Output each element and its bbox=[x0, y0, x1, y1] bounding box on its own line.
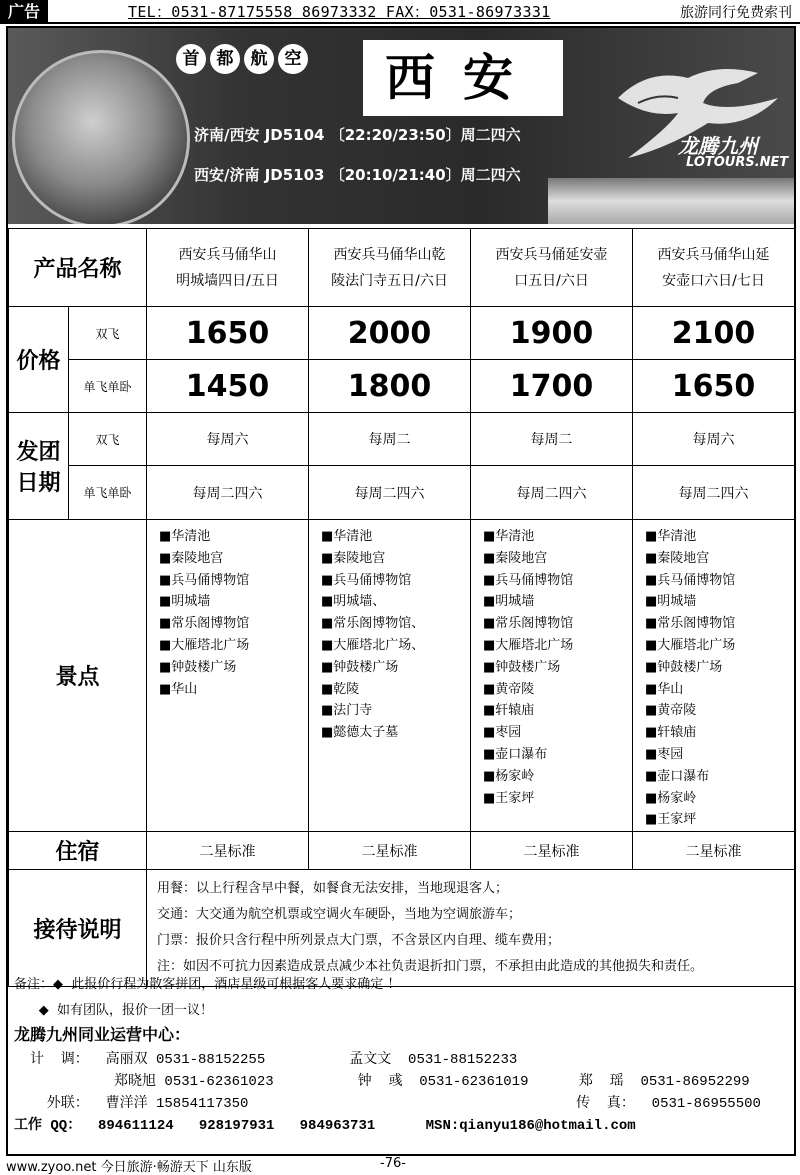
service-note: 门票：报价只含行程中所列景点大门票，不含景区内自理、缆车费用； bbox=[157, 933, 561, 949]
brand-website: LOTOURS.NET bbox=[686, 155, 789, 170]
spot-item: ■钟鼓楼广场 bbox=[321, 659, 399, 675]
index-label: 旅游同行免费索刊 bbox=[680, 5, 792, 21]
product-name-line: 口五日/六日 bbox=[514, 272, 589, 289]
ad-label: 广告 bbox=[0, 0, 48, 24]
service-header: 接待说明 bbox=[9, 870, 147, 987]
spot-item: ■华清池 bbox=[645, 529, 697, 544]
spot-item: ■乾陵 bbox=[321, 681, 360, 697]
hotel-standard: 二星标准 bbox=[471, 832, 633, 870]
spot-item: ■轩辕庙 bbox=[645, 725, 697, 741]
footer-text: www.zyoo.net 今日旅游·畅游天下 山东版 bbox=[6, 1160, 252, 1175]
spot-item: ■秦陵地宫 bbox=[483, 550, 548, 566]
spot-item: ■黄帝陵 bbox=[483, 681, 535, 697]
spots-list bbox=[309, 520, 471, 832]
spots-list bbox=[633, 520, 795, 832]
product-name bbox=[471, 229, 633, 307]
spot-item: ■钟鼓楼广场 bbox=[159, 659, 237, 675]
spot-item: ■法门寺 bbox=[321, 703, 373, 719]
price-double: 1900 bbox=[471, 307, 633, 360]
product-name bbox=[309, 229, 471, 307]
table-row bbox=[9, 520, 795, 832]
departure-single: 每周二四六 bbox=[147, 466, 309, 520]
spot-item: ■兵马俑博物馆 bbox=[483, 572, 574, 588]
departure-header bbox=[9, 413, 69, 520]
destination-title: 西安 bbox=[363, 40, 563, 116]
departure-header-line: 日期 bbox=[16, 471, 61, 496]
contact-row: 郑晓旭 0531-62361023 钟 彧 0531-62361019 郑 瑶 0531-86952299 bbox=[30, 1074, 750, 1090]
spot-item: ■华清池 bbox=[159, 529, 211, 544]
product-name bbox=[147, 229, 309, 307]
banner bbox=[8, 28, 794, 224]
contact-section bbox=[14, 1022, 190, 1045]
spot-item: ■大雁塔北广场、 bbox=[321, 637, 425, 653]
spot-item: ■常乐阁博物馆 bbox=[645, 616, 736, 632]
spot-item: ■枣园 bbox=[645, 746, 684, 762]
spot-item: ■常乐阁博物馆 bbox=[159, 616, 250, 632]
departure-single: 每周二四六 bbox=[633, 466, 795, 520]
single-fly-label: 单飞单卧 bbox=[69, 466, 147, 520]
hotel-header: 住宿 bbox=[9, 832, 147, 870]
spot-item: ■壶口瀑布 bbox=[645, 768, 710, 784]
service-note: 交通：大交通为航空机票或空调火车硬卧，当地为空调旅游车； bbox=[157, 907, 522, 923]
product-name-line: 明城墙四日/五日 bbox=[176, 272, 279, 289]
product-name-line: 西安兵马俑延安壶 bbox=[495, 246, 608, 263]
remark-line: 备注：◆ 此报价行程为散客拼团，酒店星级可根据客人要求确定 ！ bbox=[14, 977, 401, 992]
spot-item: ■大雁塔北广场 bbox=[645, 637, 736, 653]
table-row bbox=[9, 360, 795, 413]
spot-item: ■华山 bbox=[645, 681, 684, 697]
spot-item: ■兵马俑博物馆 bbox=[159, 572, 250, 588]
spot-item: ■王家坪 bbox=[483, 790, 535, 806]
footer bbox=[0, 1156, 800, 1175]
spots-header: 景点 bbox=[9, 520, 147, 832]
spot-item: ■壶口瀑布 bbox=[483, 746, 548, 762]
departure-single: 每周二四六 bbox=[309, 466, 471, 520]
airline-char: 航 bbox=[244, 44, 274, 74]
departure-double: 每周六 bbox=[633, 413, 795, 466]
spot-item: ■秦陵地宫 bbox=[159, 550, 224, 566]
spot-item: ■常乐阁博物馆 bbox=[483, 616, 574, 632]
spot-item: ■华山 bbox=[159, 681, 198, 697]
table-row bbox=[9, 466, 795, 520]
spot-item: ■钟鼓楼广场 bbox=[645, 659, 723, 675]
service-note: 注：如因不可抗力因素造成景点减少本社负责退折扣门票，不承担由此造成的其他损失和责任。 bbox=[157, 959, 704, 975]
table-row bbox=[9, 307, 795, 360]
spot-item: ■华清池 bbox=[321, 529, 373, 544]
spot-item: ■兵马俑博物馆 bbox=[321, 572, 412, 588]
contact-row: 外联： 曹洋洋 15854117350 传 真： 0531-86955500 bbox=[30, 1096, 761, 1112]
spot-item: ■秦陵地宫 bbox=[321, 550, 386, 566]
departure-header-line: 发团 bbox=[16, 440, 61, 465]
product-name-line: 安壶口六日/七日 bbox=[662, 272, 765, 289]
spot-item: ■兵马俑博物馆 bbox=[645, 572, 736, 588]
spot-item: ■明城墙 bbox=[159, 594, 211, 610]
double-fly-label: 双飞 bbox=[69, 413, 147, 466]
product-name-line: 西安兵马俑华山延 bbox=[657, 246, 770, 263]
page-number: -76- bbox=[380, 1156, 406, 1171]
table-row bbox=[9, 832, 795, 870]
spot-item: ■杨家岭 bbox=[645, 790, 697, 806]
waterfall-image bbox=[548, 178, 794, 224]
hotel-standard: 二星标准 bbox=[633, 832, 795, 870]
spot-item: ■明城墙 bbox=[483, 594, 535, 610]
airline-name bbox=[176, 44, 308, 74]
spot-item: ■杨家岭 bbox=[483, 768, 535, 784]
price-header: 价格 bbox=[9, 307, 69, 413]
hotel-standard: 二星标准 bbox=[147, 832, 309, 870]
product-name-line: 西安兵马俑华山乾 bbox=[333, 246, 446, 263]
table-row bbox=[9, 870, 795, 987]
spot-item: ■黄帝陵 bbox=[645, 703, 697, 719]
price-double: 2100 bbox=[633, 307, 795, 360]
single-fly-label: 单飞单卧 bbox=[69, 360, 147, 413]
spot-item: ■常乐阁博物馆、 bbox=[321, 616, 425, 632]
price-single: 1800 bbox=[309, 360, 471, 413]
departure-double: 每周二 bbox=[471, 413, 633, 466]
price-double: 2000 bbox=[309, 307, 471, 360]
spot-item: ■懿德太子墓 bbox=[321, 725, 399, 741]
product-name-line: 陵法门寺五日/六日 bbox=[331, 272, 448, 289]
contact-row: 工作 QQ： 894611124 928197931 984963731 MSN:qianyu186@hotmail.com bbox=[14, 1118, 636, 1134]
spot-item: ■秦陵地宫 bbox=[645, 550, 710, 566]
airline-char: 都 bbox=[210, 44, 240, 74]
spot-item: ■轩辕庙 bbox=[483, 703, 535, 719]
price-double: 1650 bbox=[147, 307, 309, 360]
departure-double: 每周六 bbox=[147, 413, 309, 466]
price-single: 1450 bbox=[147, 360, 309, 413]
double-fly-label: 双飞 bbox=[69, 307, 147, 360]
product-name bbox=[633, 229, 795, 307]
service-notes bbox=[147, 870, 795, 987]
hotel-standard: 二星标准 bbox=[309, 832, 471, 870]
airline-char: 首 bbox=[176, 44, 206, 74]
spot-item: ■大雁塔北广场 bbox=[483, 637, 574, 653]
brand-name: 龙腾九州 bbox=[678, 134, 758, 158]
product-table bbox=[8, 228, 795, 987]
contact-row: 计 调： 高丽双 0531-88152255 孟文文 0531-88152233 bbox=[30, 1052, 518, 1068]
product-header: 产品名称 bbox=[9, 229, 147, 307]
departure-single: 每周二四六 bbox=[471, 466, 633, 520]
product-name-line: 西安兵马俑华山 bbox=[178, 246, 277, 263]
flight-return: 西安/济南 JD5103 〔20:10/21:40〕周二四六 bbox=[194, 166, 521, 184]
airline-char: 空 bbox=[278, 44, 308, 74]
spot-item: ■明城墙 bbox=[645, 594, 697, 610]
price-single: 1650 bbox=[633, 360, 795, 413]
top-bar bbox=[0, 0, 800, 24]
contact-title: 龙腾九州同业运营中心： bbox=[14, 1025, 191, 1044]
departure-double: 每周二 bbox=[309, 413, 471, 466]
spots-list bbox=[471, 520, 633, 832]
price-single: 1700 bbox=[471, 360, 633, 413]
remarks bbox=[14, 972, 400, 1024]
spot-item: ■大雁塔北广场 bbox=[159, 637, 250, 653]
spot-item: ■明城墙、 bbox=[321, 594, 386, 610]
contact-numbers: TEL：0531-87175558 86973332 FAX：0531-86973331 bbox=[128, 3, 551, 21]
remark-line: ◆ 如有团队，报价一团一议！ bbox=[14, 1003, 214, 1018]
flight-outbound: 济南/西安 JD5104 〔22:20/23:50〕周二四六 bbox=[194, 126, 521, 144]
table-row bbox=[9, 413, 795, 466]
spot-item: ■王家坪 bbox=[645, 812, 697, 828]
service-note: 用餐：以上行程含早中餐，如餐食无法安排，当地现退客人； bbox=[157, 881, 509, 897]
spot-item: ■华清池 bbox=[483, 529, 535, 544]
spot-item: ■枣园 bbox=[483, 725, 522, 741]
spots-list bbox=[147, 520, 309, 832]
terracotta-warriors-image bbox=[12, 50, 190, 224]
spot-item: ■钟鼓楼广场 bbox=[483, 659, 561, 675]
table-row bbox=[9, 229, 795, 307]
